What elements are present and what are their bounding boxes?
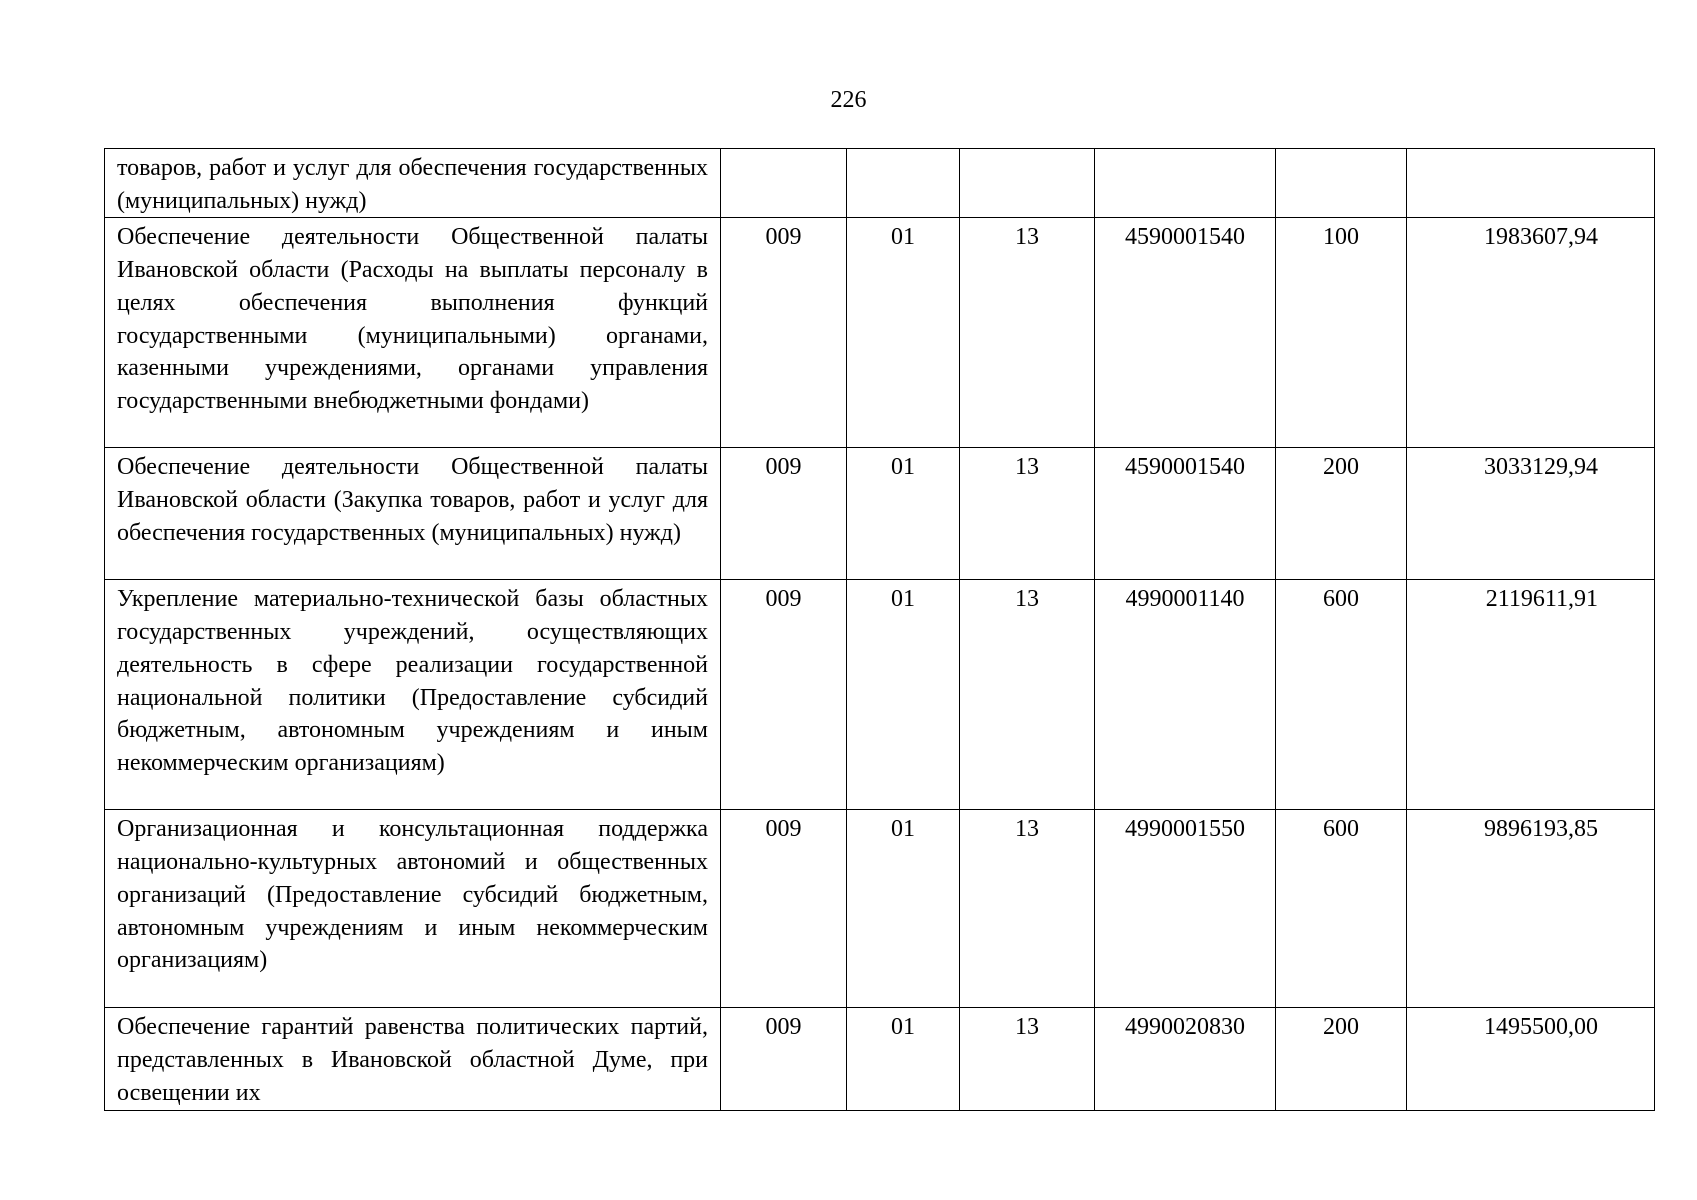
ministry-code: 009: [721, 448, 847, 580]
target-article-code: 4990001550: [1095, 810, 1276, 1008]
ministry-code: 009: [721, 580, 847, 810]
target-article-code: 4590001540: [1095, 218, 1276, 448]
subsection-code: 13: [960, 580, 1095, 810]
subsection-code: 13: [960, 1008, 1095, 1110]
row-description: Обеспечение деятельности Общественной палаты Ивановской области (Закупка товаров, работ и услуг для обеспечения государственных (муниципальных) нужд): [105, 448, 721, 580]
table-row: [105, 448, 1655, 580]
amount: 3033129,94: [1407, 448, 1655, 580]
table-row: [105, 218, 1655, 448]
table-row: [105, 149, 1655, 218]
subsection-code: 13: [960, 218, 1095, 448]
row-description: Обеспечение деятельности Общественной палаты Ивановской области (Расходы на выплаты персоналу в целях обеспечения выполнения функций государственными (муниципальными) органами, казенными учреждениями, органами управления государственными внебюджетными фондами): [105, 218, 721, 448]
expense-type-code: 200: [1276, 448, 1407, 580]
subsection-code: [960, 149, 1095, 218]
amount: 1983607,94: [1407, 218, 1655, 448]
row-description: товаров, работ и услуг для обеспечения государственных (муниципальных) нужд): [105, 149, 721, 218]
budget-table: [104, 148, 1655, 1111]
row-description: Обеспечение гарантий равенства политических партий, представленных в Ивановской областной Думе, при освещении их: [105, 1008, 721, 1110]
amount: 2119611,91: [1407, 580, 1655, 810]
row-description: Укрепление материально-технической базы областных государственных учреждений, осуществляющих деятельность в сфере реализации государственной национальной политики (Предоставление субсидий бюджетным, автономным учреждениям и иным некоммерческим организациям): [105, 580, 721, 810]
section-code: [847, 149, 960, 218]
expense-type-code: 200: [1276, 1008, 1407, 1110]
ministry-code: 009: [721, 810, 847, 1008]
section-code: 01: [847, 448, 960, 580]
expense-type-code: 100: [1276, 218, 1407, 448]
subsection-code: 13: [960, 448, 1095, 580]
expense-type-code: [1276, 149, 1407, 218]
section-code: 01: [847, 218, 960, 448]
row-description: Организационная и консультационная поддержка национально-культурных автономий и общественных организаций (Предоставление субсидий бюджетным, автономным учреждениям и иным некоммерческим организациям): [105, 810, 721, 1008]
amount: 9896193,85: [1407, 810, 1655, 1008]
ministry-code: 009: [721, 1008, 847, 1110]
target-article-code: 4990020830: [1095, 1008, 1276, 1110]
target-article-code: [1095, 149, 1276, 218]
ministry-code: 009: [721, 218, 847, 448]
table-row: [105, 580, 1655, 810]
page-number: 226: [830, 87, 867, 113]
target-article-code: 4990001140: [1095, 580, 1276, 810]
target-article-code: 4590001540: [1095, 448, 1276, 580]
expense-type-code: 600: [1276, 580, 1407, 810]
table-row: [105, 1008, 1655, 1110]
expense-type-code: 600: [1276, 810, 1407, 1008]
section-code: 01: [847, 580, 960, 810]
amount: [1407, 149, 1655, 218]
section-code: 01: [847, 1008, 960, 1110]
amount: 1495500,00: [1407, 1008, 1655, 1110]
section-code: 01: [847, 810, 960, 1008]
table-row: [105, 810, 1655, 1008]
subsection-code: 13: [960, 810, 1095, 1008]
ministry-code: [721, 149, 847, 218]
